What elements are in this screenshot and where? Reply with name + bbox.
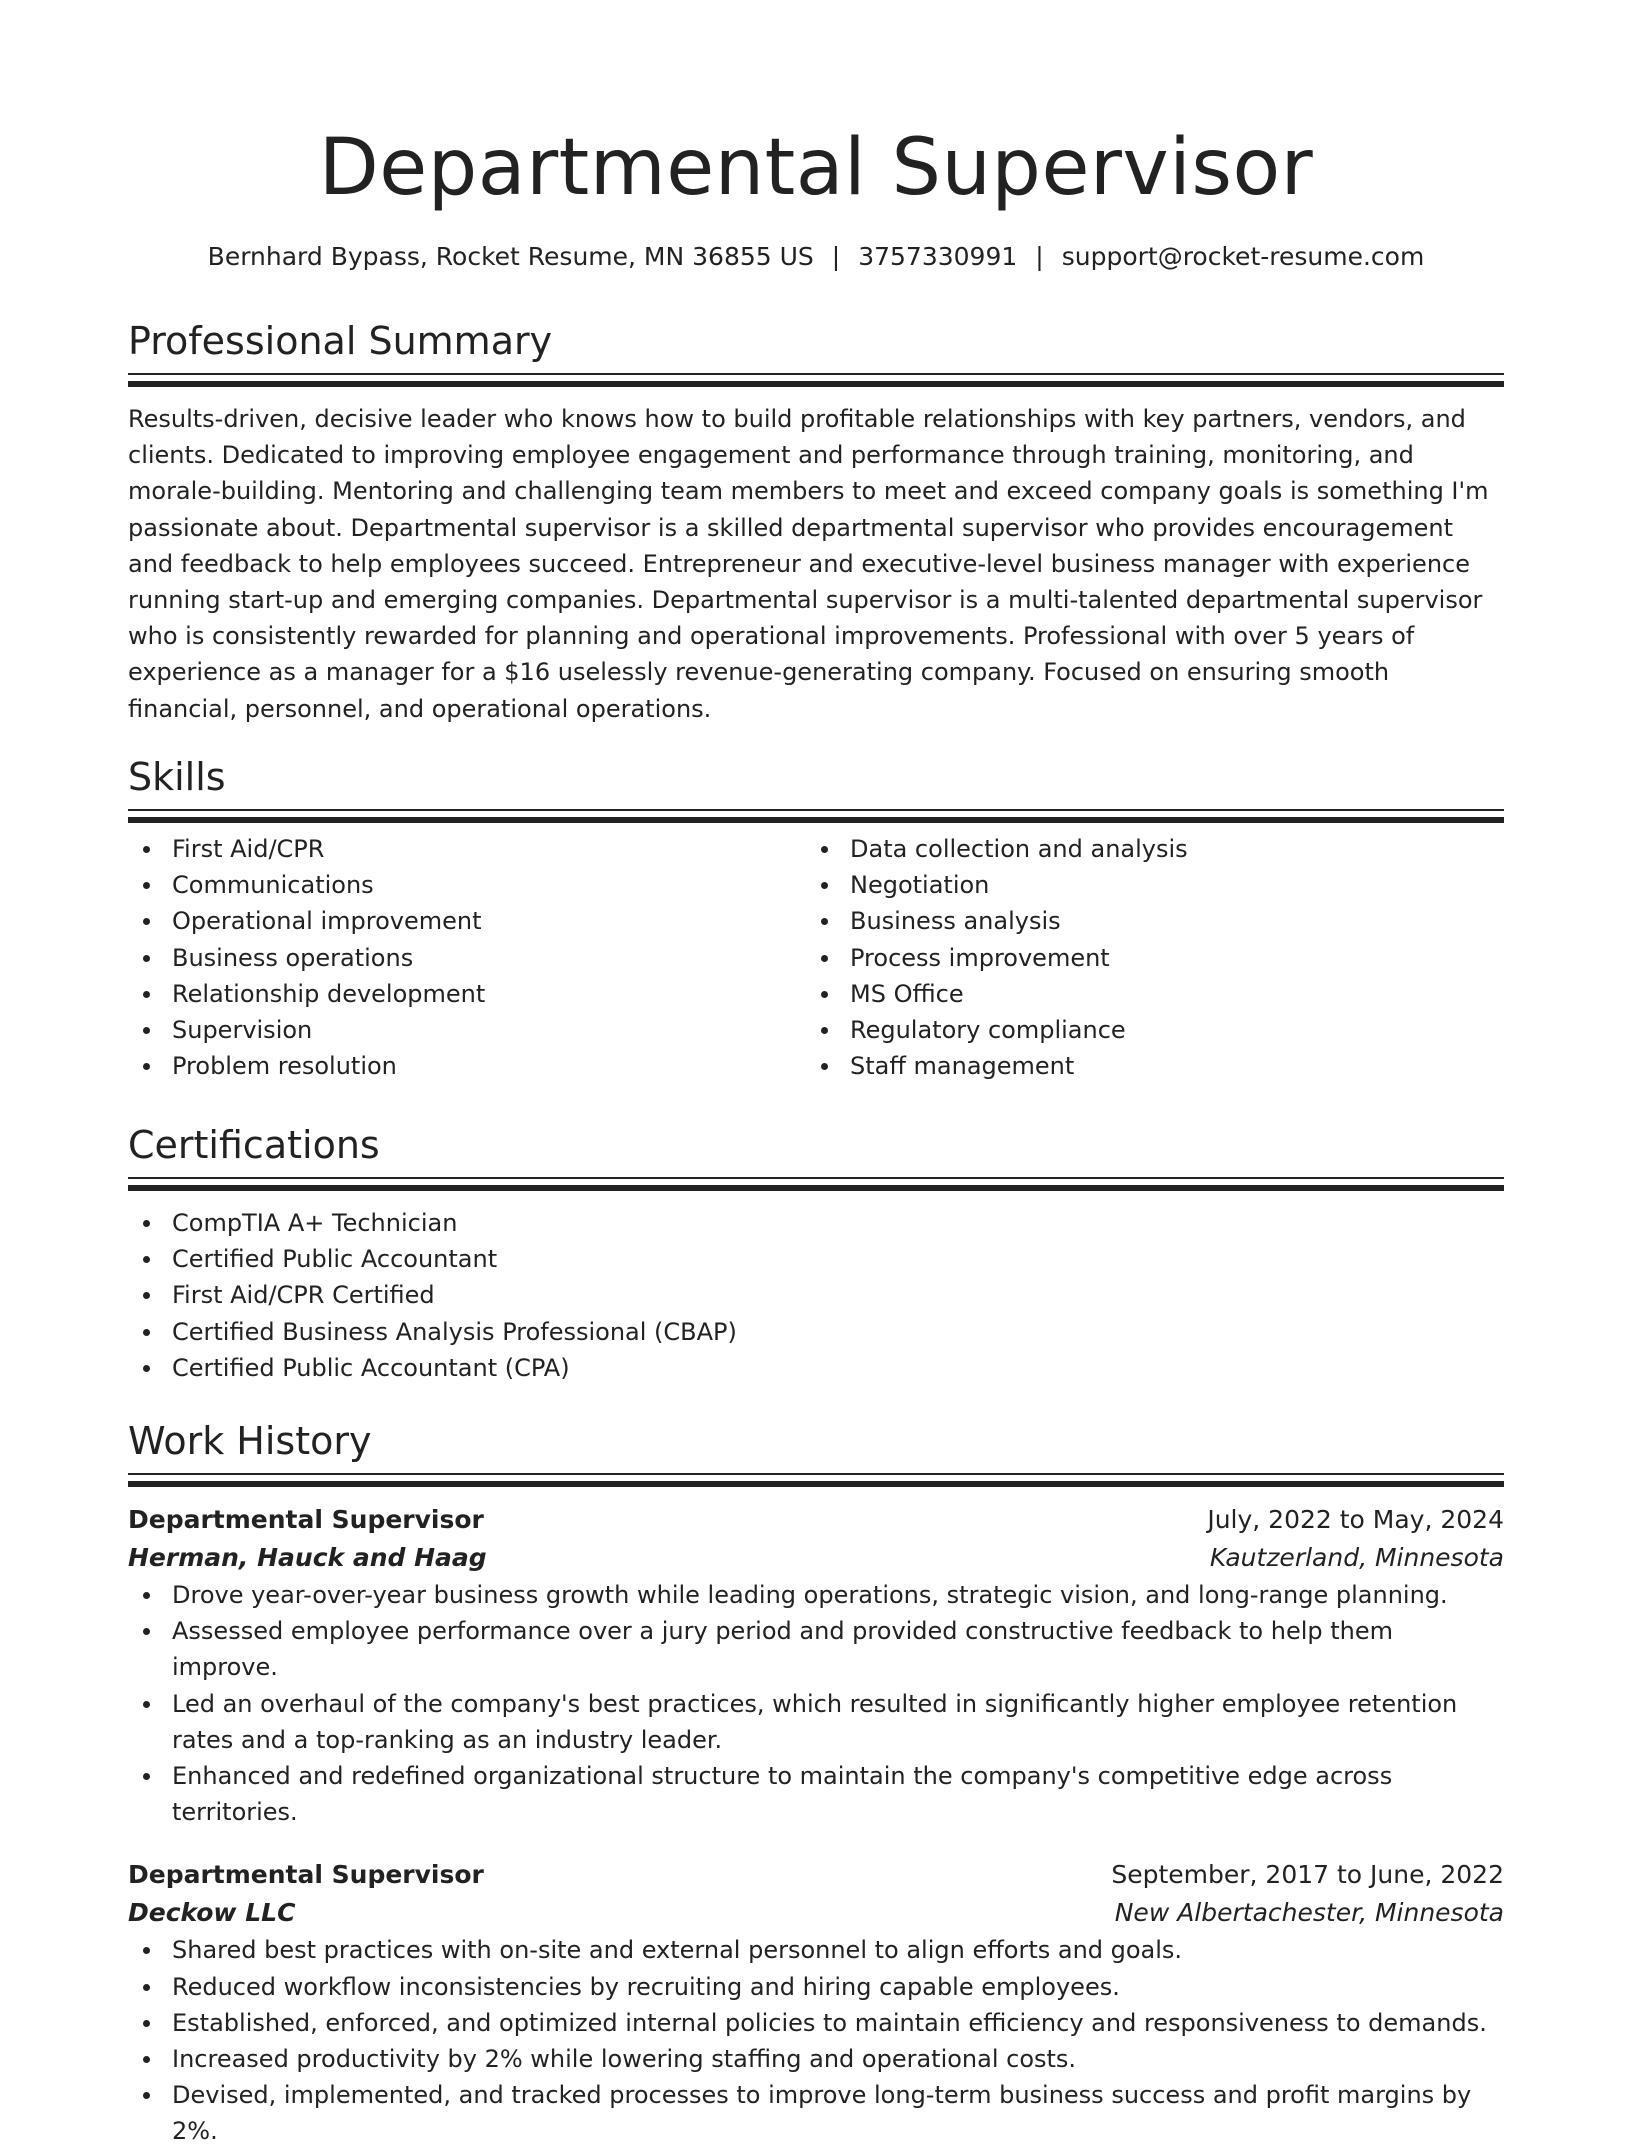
job-entry (128, 1501, 1504, 1830)
section-certifications (128, 1121, 1504, 1386)
job-header (128, 1501, 1504, 1539)
job-title: Departmental Supervisor (128, 1860, 484, 1890)
skill-item: Problem resolution (128, 1048, 806, 1084)
contact-separator: | (831, 242, 841, 271)
job-bullet: Shared best practices with on-site and external personnel to align efforts and goals. (128, 1932, 1504, 1968)
certification-item: Certified Business Analysis Professional (CBAP) (128, 1314, 1504, 1350)
certification-item: Certified Public Accountant (128, 1241, 1504, 1277)
job-subheader (128, 1894, 1504, 1932)
contact-email: support@rocket-resume.com (1061, 242, 1425, 271)
skill-item: Relationship development (128, 976, 806, 1012)
skill-item: Supervision (128, 1012, 806, 1048)
job-bullet: Led an overhaul of the company's best practices, which resulted in significantly higher employee retention rates and a top-ranking as an industry leader. (128, 1686, 1504, 1758)
job-bullet: Reduced workflow inconsistencies by recruiting and hiring capable employees. (128, 1969, 1504, 2005)
section-heading: Work History (128, 1419, 372, 1463)
skill-item: Operational improvement (128, 903, 806, 939)
contact-line (128, 239, 1504, 275)
section-heading: Professional Summary (128, 319, 553, 363)
certifications-list (128, 1205, 1504, 1386)
skills-list-right (806, 831, 1484, 1084)
job-header (128, 1856, 1504, 1894)
contact-address: Bernhard Bypass, Rocket Resume, MN 36855 US (207, 242, 814, 271)
skill-item: Communications (128, 867, 806, 903)
section-work-history (128, 1417, 1504, 2150)
section-skills (128, 753, 1504, 1084)
skill-item: Regulatory compliance (806, 1012, 1484, 1048)
section-divider (128, 1177, 1504, 1193)
skill-item: Negotiation (806, 867, 1484, 903)
skill-item: MS Office (806, 976, 1484, 1012)
resume-title: Departmental Supervisor (318, 123, 1314, 213)
skill-item: First Aid/CPR (128, 831, 806, 867)
job-bullet: Drove year-over-year business growth while leading operations, strategic vision, and long-range planning. (128, 1577, 1504, 1613)
skill-item: Data collection and analysis (806, 831, 1484, 867)
contact-phone: 3757330991 (858, 242, 1018, 271)
skills-columns (128, 831, 1504, 1084)
job-bullets (128, 1932, 1504, 2149)
job-bullet: Established, enforced, and optimized internal policies to maintain efficiency and responsiveness to demands. (128, 2005, 1504, 2041)
section-professional-summary (128, 317, 1504, 727)
job-bullet: Enhanced and redefined organizational structure to maintain the company's competitive edge across territories. (128, 1758, 1504, 1830)
job-dates: July, 2022 to May, 2024 (1207, 1505, 1504, 1534)
certification-item: CompTIA A+ Technician (128, 1205, 1504, 1241)
job-location: New Albertachester, Minnesota (1114, 1898, 1504, 1928)
job-dates: September, 2017 to June, 2022 (1111, 1860, 1504, 1890)
section-heading: Skills (128, 755, 226, 799)
certification-item: Certified Public Accountant (CPA) (128, 1350, 1504, 1386)
job-entry (128, 1856, 1504, 2149)
job-company: Deckow LLC (128, 1898, 296, 1928)
section-divider (128, 809, 1504, 825)
job-location: Kautzerland, Minnesota (1209, 1543, 1504, 1572)
job-bullet: Increased productivity by 2% while lowering staffing and operational costs. (128, 2041, 1504, 2077)
skill-item: Business analysis (806, 903, 1484, 939)
section-divider (128, 1473, 1504, 1489)
job-bullets (128, 1577, 1504, 1830)
job-subheader (128, 1539, 1504, 1577)
section-divider (128, 373, 1504, 389)
skills-list-left (128, 831, 806, 1084)
skill-item: Business operations (128, 940, 806, 976)
skill-item: Process improvement (806, 940, 1484, 976)
job-company: Herman, Hauck and Haag (128, 1543, 487, 1572)
certification-item: First Aid/CPR Certified (128, 1277, 1504, 1313)
skill-item: Staff management (806, 1048, 1484, 1084)
contact-separator: | (1035, 242, 1044, 271)
section-heading: Certifications (128, 1123, 380, 1167)
job-bullet: Assessed employee performance over a jury period and provided constructive feedback to help them improve. (128, 1613, 1504, 1685)
summary-paragraph: Results-driven, decisive leader who knows how to build profitable relationships with key partners, vendors, and clients. Dedicated to improving employee engagement and performance through training, monitoring, and morale-building. Mentoring and challenging team members to meet and exceed company goals is something I'm passionate about. Departmental supervisor is a skilled departmental supervisor who provides encouragement and feedback to help employees succeed. Entrepreneur and executive-level business manager with experience running start-up and emerging companies. Departmental supervisor is a multi-talented departmental supervisor who is consistently rewarded for planning and operational improvements. Professional with over 5 years of experience as a manager for a $16 uselessly revenue-generating company. Focused on ensuring smooth financial, personnel, and operational operations. (128, 405, 1489, 723)
job-bullet: Devised, implemented, and tracked processes to improve long-term business success and profit margins by 2%. (128, 2077, 1504, 2149)
job-title: Departmental Supervisor (128, 1505, 484, 1534)
